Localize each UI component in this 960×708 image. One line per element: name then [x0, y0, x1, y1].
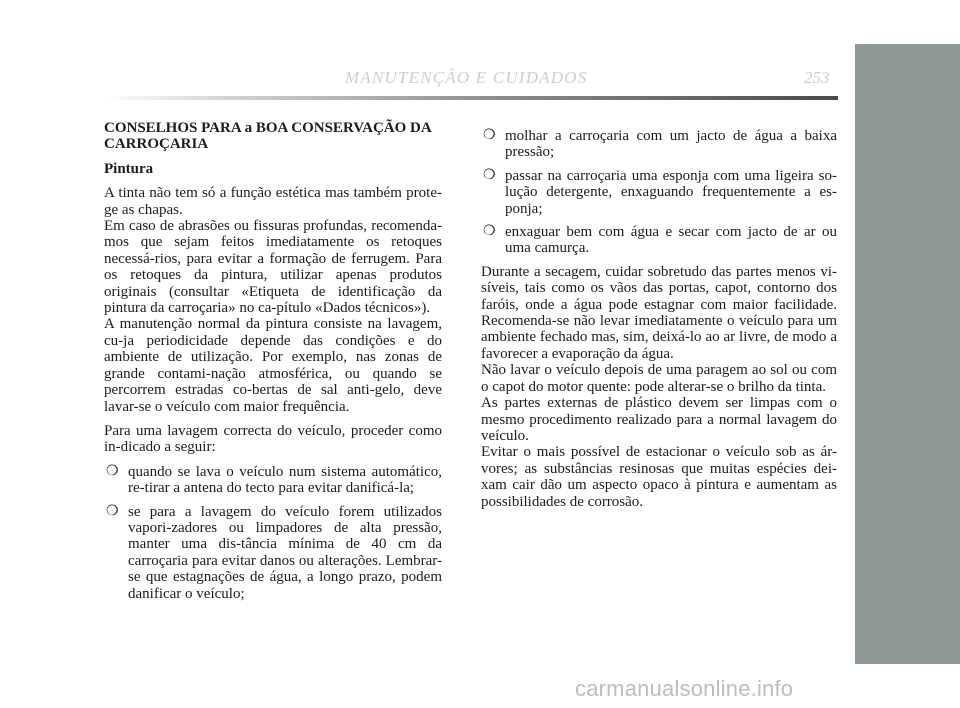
- section-title-line2: CARROÇARIA: [104, 136, 209, 153]
- paragraph: A tinta não tem só a função estética mas também prote-ge as chapas.: [104, 185, 442, 218]
- paragraph: Durante a secagem, cuidar sobretudo das partes menos vi-síveis, tais como os vãos das portas, capot, contorno dos faróis, onde a água pode estagnar com maior facilidade. Recomenda-se não levar imediatamente o veículo para um ambiente fechado mas, sim, deixá-lo ao ar livre, de modo a favorecer a evaporação da água.: [481, 263, 837, 362]
- bullet-circle-icon: ❍: [106, 503, 119, 519]
- list-item-text: quando se lava o veículo num sistema automático, re-tirar a antena do tecto para evitar danificá-la;: [128, 463, 442, 497]
- paragraph: A manutenção normal da pintura consiste na lavagem, cu-ja periodicidade depende das condições e do ambiente de utilização. Por exemplo, nas zonas de grande contami-nação atmosférica, ou quando se percorrem estradas co-bertas de sal anti-gelo, deve lavar-se o veículo com maior frequência.: [104, 316, 442, 415]
- list-item-text: se para a lavagem do veículo forem utilizados vapori-zadores ou limpadores de alta pressão, manter uma dis-tância mínima de 40 cm da carroçaria para evitar danos ou alterações. Lembrar-se que estagnações de água, a longo prazo, podem danificar o veículo;: [128, 503, 442, 602]
- list-item: [104, 464, 442, 497]
- header-rule: [103, 96, 838, 100]
- paragraph: As partes externas de plástico devem ser limpas com o mesmo procedimento realizado para a normal lavagem do veículo.: [481, 395, 837, 444]
- bullet-circle-icon: ❍: [106, 463, 119, 479]
- list-item-text: molhar a carroçaria com um jacto de água a baixa pressão;: [505, 128, 837, 161]
- running-header-title: MANUTENÇÃO E CUIDADOS: [345, 68, 588, 87]
- bullet-circle-icon: ❍: [483, 224, 496, 240]
- right-column: [481, 128, 837, 510]
- section-title-line1: CONSELHOS PARA a BOA CONSERVAÇÃO DA: [104, 120, 432, 136]
- paragraph: Evitar o mais possível de estacionar o veículo sob as ár-vores; as substâncias resinosas que muitas espécies dei-xam cair dão um aspecto opaco à pintura e aumentam as possibilidades de corrosão.: [481, 444, 837, 510]
- page-number: 253: [804, 68, 830, 87]
- bullet-circle-icon: ❍: [483, 167, 496, 183]
- list-item-text: enxaguar bem com água e secar com jacto de ar ou uma camurça.: [505, 224, 837, 257]
- section-title: [104, 120, 442, 153]
- chapter-tab: [855, 44, 960, 664]
- left-column: [104, 120, 442, 609]
- bullet-circle-icon: ❍: [483, 128, 496, 143]
- list-item: [481, 224, 837, 257]
- list-item: [481, 128, 837, 161]
- list-item: [481, 168, 837, 217]
- paragraph: Para uma lavagem correcta do veículo, proceder como in-dicado a seguir:: [104, 422, 442, 456]
- paragraph: Não lavar o veículo depois de uma paragem ao sol ou com o capot do motor quente: pode alterar-se o brilho da tinta.: [481, 362, 837, 395]
- watermark: carmanualsonline.info: [575, 676, 794, 701]
- list-item: [104, 504, 442, 602]
- paragraph: Em caso de abrasões ou fissuras profundas, recomenda-mos que sejam feitos imediatamente os retoques necessá-rios, para evitar a formação de ferrugem. Para os retoques da pintura, utilizar apenas produtos originais (consultar «Etiqueta de identificação da pintura da carroçaria» no ca-pítulo «Dados técnicos»).: [104, 218, 442, 317]
- subsection-title: Pintura: [104, 160, 154, 177]
- list-item-text: passar na carroçaria uma esponja com uma ligeira so-lução detergente, enxaguando frequentemente a es-ponja;: [505, 167, 837, 217]
